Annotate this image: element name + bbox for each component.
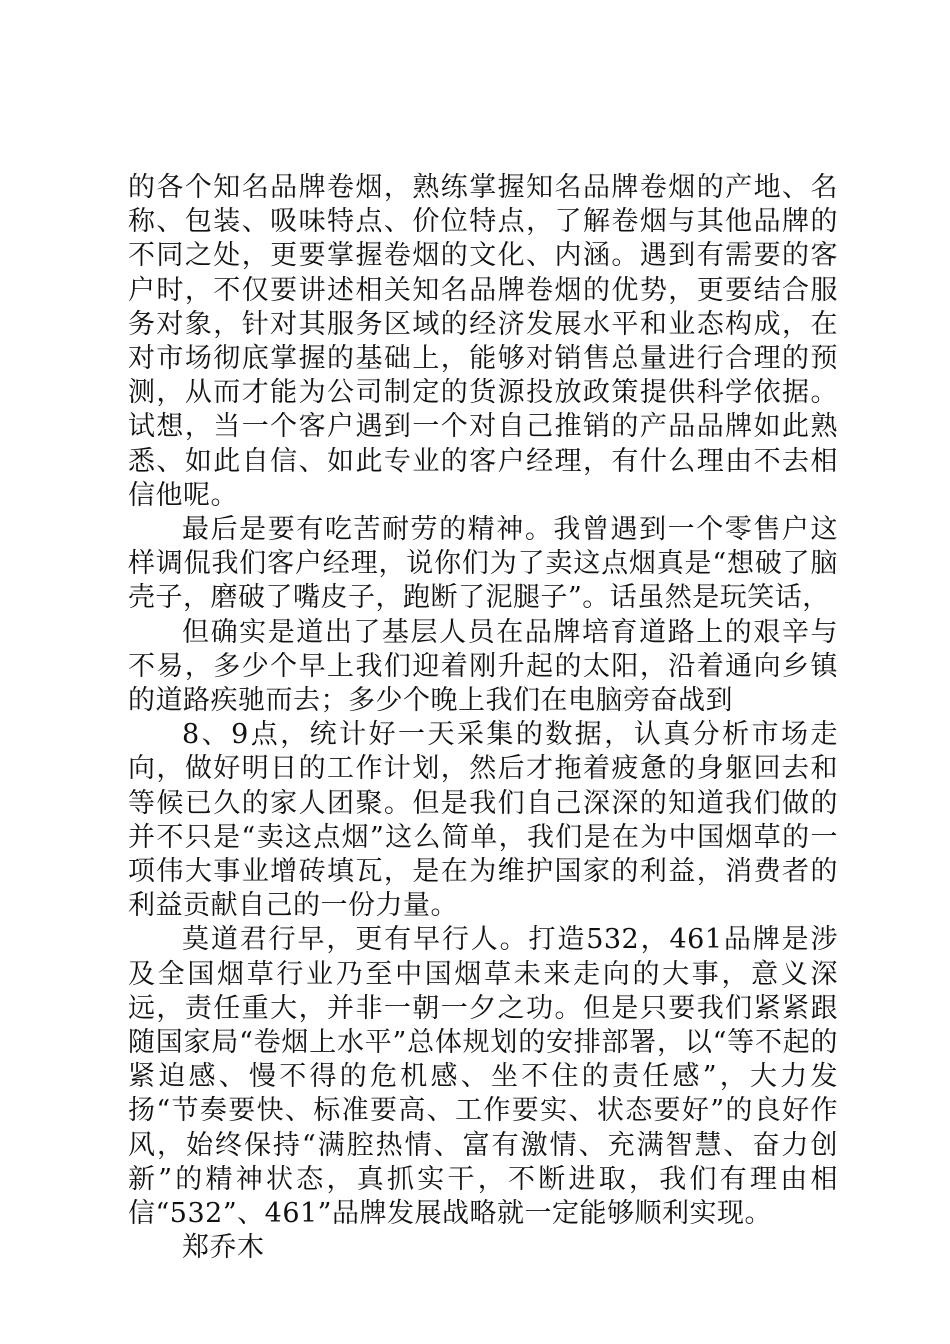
paragraph-1: 的各个知名品牌卷烟，熟练掌握知名品牌卷烟的产地、名称、包装、吸味特点、价位特点，了解卷烟与其他品牌的不同之处，更要掌握卷烟的文化、内涵。遇到有需要的客户时，不仅要讲述相关知名品牌卷烟的优势，更要结合服务对象，针对其服务区域的经济发展水平和业态构成，在对市场彻底掌握的基础上，能够对销售总量进行合理的预测，从而才能为公司制定的货源投放政策提供科学依据。试想，当一个客户遇到一个对自己推销的产品品牌如此熟悉、如此自信、如此专业的客户经理，有什么理由不去相信他呢。 bbox=[128, 172, 838, 511]
paragraph-3: 但确实是道出了基层人员在品牌培育道路上的艰辛与不易，多少个早上我们迎着刚升起的太阳，沿着通向乡镇的道路疾驰而去；多少个晚上我们在电脑旁奋战到 bbox=[128, 616, 838, 717]
author-signature: 郑乔木 bbox=[182, 1232, 265, 1264]
paragraph-5: 莫道君行早，更有早行人。打造532，461品牌是涉及全国烟草行业乃至中国烟草未来走向的大事，意义深远，责任重大，并非一朝一夕之功。但是只要我们紧紧跟随国家局“卷烟上水平”总体规划的安排部署，以“等不起的紧迫感、慢不得的危机感、坐不住的责任感”，大力发扬“节奏要快、标准要高、工作要实、状态要好”的良好作风，始终保持“满腔热情、富有激情、充满智慧、奋力创新”的精神状态，真抓实干，不断进取，我们有理由相信“532”、461”品牌发展战略就一定能够顺利实现。 bbox=[128, 924, 838, 1230]
document-body bbox=[128, 171, 838, 1266]
paragraph-4: 8、9点，统计好一天采集的数据，认真分析市场走向，做好明日的工作计划，然后才拖着疲惫的身躯回去和等候已久的家人团聚。但是我们自己深深的知道我们做的并不只是“卖这点烟”这么简单，我们是在为中国烟草的一项伟大事业增砖填瓦，是在为维护国家的利益，消费者的利益贡献自己的一份力量。 bbox=[128, 719, 838, 922]
paragraph-2: 最后是要有吃苦耐劳的精神。我曾遇到一个零售户这样调侃我们客户经理，说你们为了卖这点烟真是“想破了脑壳子，磨破了嘴皮子，跑断了泥腿子”。话虽然是玩笑话， bbox=[128, 514, 838, 614]
